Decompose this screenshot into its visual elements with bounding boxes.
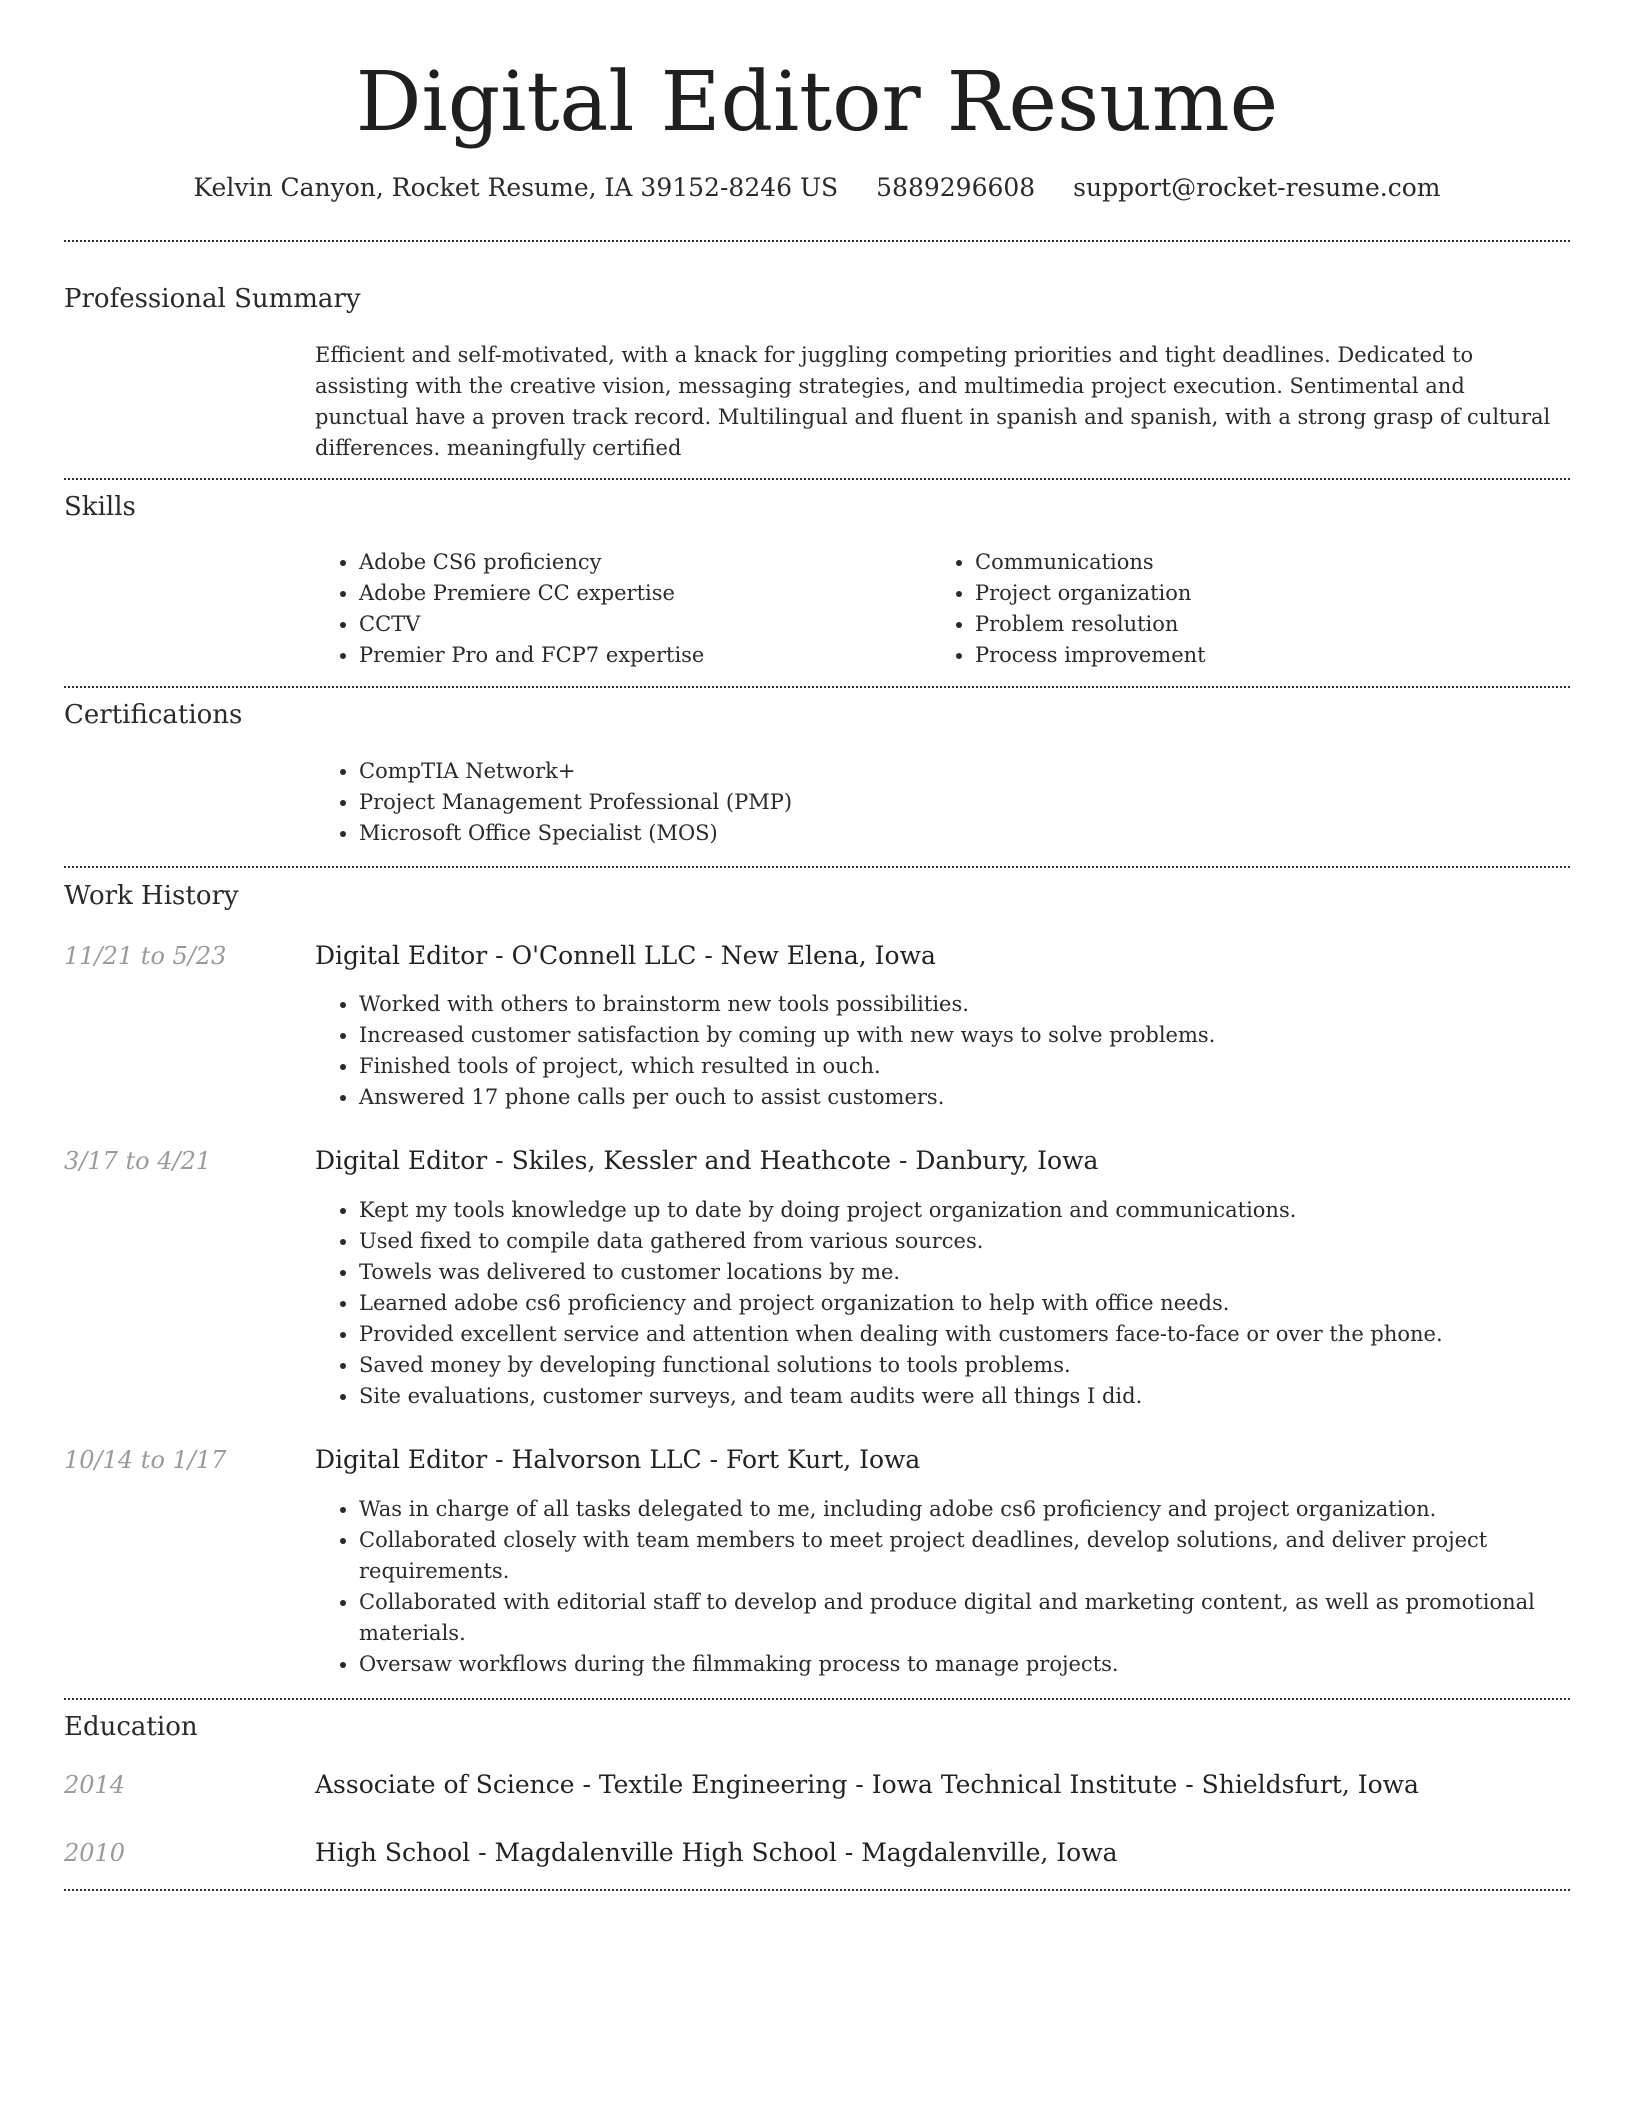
- list-item: • Answered 17 phone calls per ouch to assist customers.: [359, 1082, 1599, 1113]
- section-divider: [64, 1889, 1570, 1891]
- list-item: • Collaborated closely with team members to meet project deadlines, develop solutions, and deliver project requirements.: [359, 1525, 1599, 1587]
- skills-list-right: [931, 547, 1535, 671]
- section-divider: [64, 1698, 1570, 1700]
- section-divider: [64, 478, 1570, 480]
- contact-phone: 5889296608: [876, 173, 1036, 202]
- job-title: Digital Editor - Skiles, Kessler and Heathcote - Danbury, Iowa: [315, 1146, 1099, 1175]
- work-history-heading: Work History: [64, 881, 239, 911]
- list-item: • Problem resolution: [975, 609, 1535, 640]
- list-item: • Worked with others to brainstorm new tools possibilities.: [359, 989, 1599, 1020]
- page-title: Digital Editor Resume: [355, 55, 1279, 150]
- list-item: • Finished tools of project, which resulted in ouch.: [359, 1051, 1599, 1082]
- job-dates: 10/14 to 1/17: [64, 1446, 227, 1474]
- skills-list-left: [315, 547, 919, 671]
- list-item: • Provided excellent service and attention when dealing with customers face-to-face or over the phone.: [359, 1319, 1599, 1350]
- job-dates: 3/17 to 4/21: [64, 1147, 212, 1175]
- list-item: • Saved money by developing functional solutions to tools problems.: [359, 1350, 1599, 1381]
- list-item: • Learned adobe cs6 proficiency and project organization to help with office needs.: [359, 1288, 1599, 1319]
- list-item: • Microsoft Office Specialist (MOS): [359, 818, 1559, 849]
- list-item: • Increased customer satisfaction by coming up with new ways to solve problems.: [359, 1020, 1599, 1051]
- certifications-list: [315, 756, 1559, 849]
- job-title: Digital Editor - O'Connell LLC - New Elena, Iowa: [315, 941, 936, 970]
- job-bullets: [315, 1494, 1599, 1680]
- education-entry: High School - Magdalenville High School - Magdalenville, Iowa: [315, 1838, 1118, 1867]
- list-item: • CompTIA Network+: [359, 756, 1559, 787]
- section-divider: [64, 866, 1570, 868]
- job-bullets: [315, 1195, 1599, 1412]
- list-item: • Oversaw workflows during the filmmaking process to manage projects.: [359, 1649, 1599, 1680]
- list-item: • Was in charge of all tasks delegated to me, including adobe cs6 proficiency and project organization.: [359, 1494, 1599, 1525]
- summary-heading: Professional Summary: [64, 284, 361, 314]
- list-item: • Adobe Premiere CC expertise: [359, 578, 919, 609]
- summary-text: Efficient and self-motivated, with a knack for juggling competing priorities and tight deadlines. Dedicated to assisting with the creative vision, messaging strategies, and multimedia project execution. Sentimental and punctual have a proven track record. Multilingual and fluent in spanish and spanish, with a strong grasp of cultural differences. meaningfully certified: [315, 343, 1551, 460]
- list-item: • Kept my tools knowledge up to date by doing project organization and communications.: [359, 1195, 1599, 1226]
- contact-address: Kelvin Canyon, Rocket Resume, IA 39152-8246 US: [193, 173, 839, 202]
- job-title: Digital Editor - Halvorson LLC - Fort Kurt, Iowa: [315, 1445, 921, 1474]
- list-item: • Process improvement: [975, 640, 1535, 671]
- education-year: 2014: [64, 1771, 126, 1799]
- education-heading: Education: [64, 1712, 198, 1742]
- contact-email: support@rocket-resume.com: [1073, 173, 1441, 202]
- section-divider: [64, 686, 1570, 688]
- job-bullets: [315, 989, 1599, 1113]
- skills-heading: Skills: [64, 492, 136, 522]
- education-entry: Associate of Science - Textile Engineering - Iowa Technical Institute - Shieldsfurt, Iowa: [315, 1770, 1419, 1799]
- list-item: • Premier Pro and FCP7 expertise: [359, 640, 919, 671]
- section-divider: [64, 240, 1570, 242]
- job-dates: 11/21 to 5/23: [64, 942, 227, 970]
- list-item: • Project organization: [975, 578, 1535, 609]
- list-item: • Adobe CS6 proficiency: [359, 547, 919, 578]
- list-item: • Collaborated with editorial staff to develop and produce digital and marketing content, as well as promotional materials.: [359, 1587, 1599, 1649]
- contact-line: [64, 170, 1570, 206]
- list-item: • Towels was delivered to customer locations by me.: [359, 1257, 1599, 1288]
- list-item: • CCTV: [359, 609, 919, 640]
- list-item: • Communications: [975, 547, 1535, 578]
- list-item: • Used fixed to compile data gathered from various sources.: [359, 1226, 1599, 1257]
- certifications-heading: Certifications: [64, 700, 243, 730]
- list-item: • Project Management Professional (PMP): [359, 787, 1559, 818]
- education-year: 2010: [64, 1839, 126, 1867]
- list-item: • Site evaluations, customer surveys, and team audits were all things I did.: [359, 1381, 1599, 1412]
